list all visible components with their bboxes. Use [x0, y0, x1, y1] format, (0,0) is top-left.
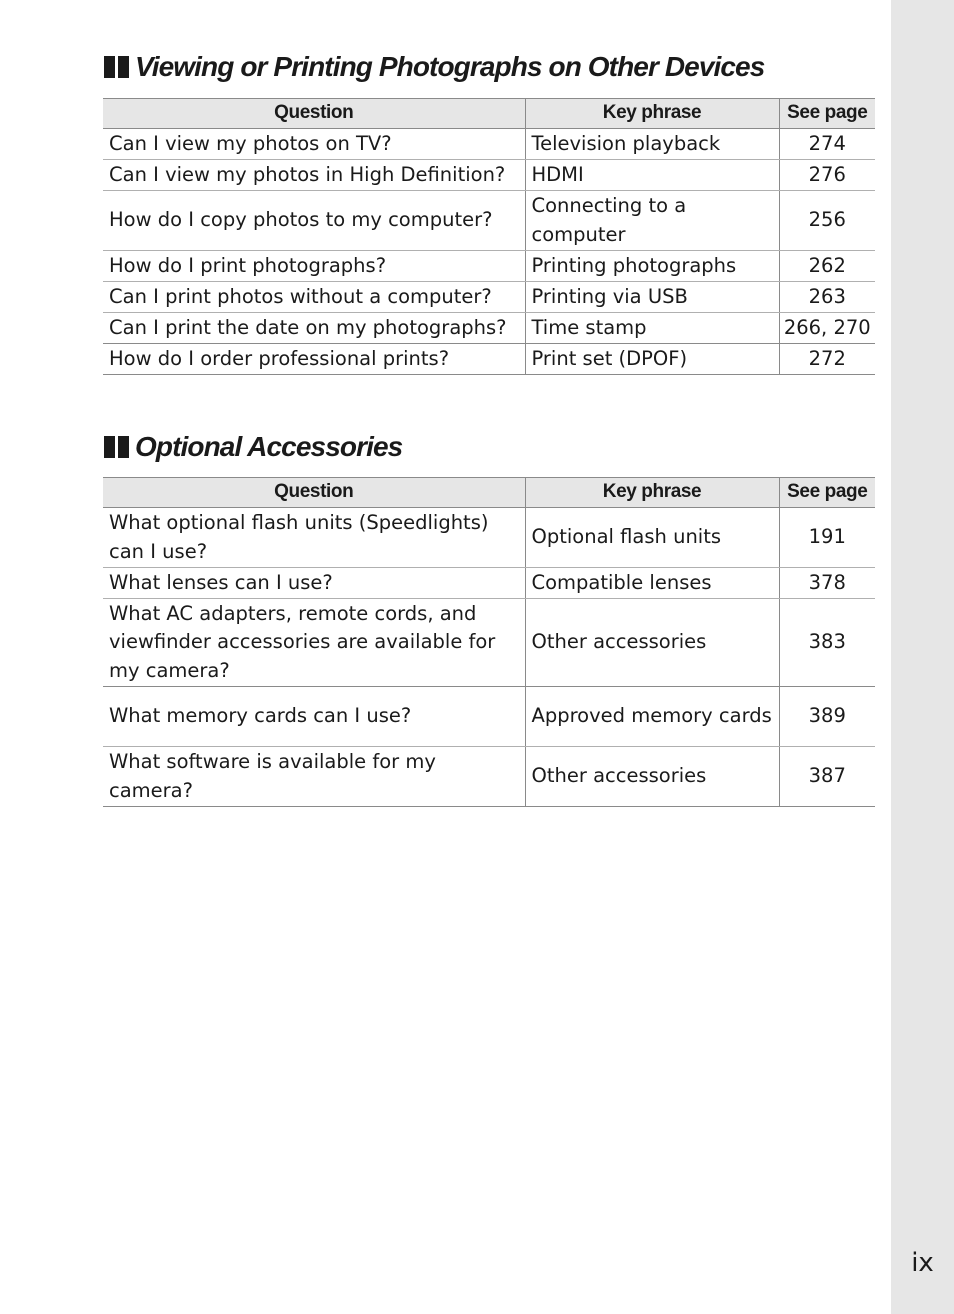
- table-row: [103, 568, 875, 599]
- key-phrase-cell: Other accessories: [525, 599, 779, 687]
- page-number: ix: [911, 1248, 934, 1278]
- table-row: [103, 344, 875, 375]
- section-title: Viewing or Printing Photographs on Other Devices: [135, 51, 765, 82]
- question-cell: What software is available for my camera?: [103, 747, 525, 807]
- section-marker-icon: [104, 436, 129, 458]
- column-header-question: Question: [103, 478, 525, 508]
- table-row: [103, 687, 875, 747]
- section-heading-accessories: [104, 427, 402, 467]
- key-phrase-cell: Approved memory cards: [525, 687, 779, 747]
- page-cell: 263: [779, 282, 875, 313]
- key-phrase-cell: Other accessories: [525, 747, 779, 807]
- question-cell: How do I order professional prints?: [103, 344, 525, 375]
- table-row: [103, 508, 875, 568]
- question-cell: Can I print photos without a computer?: [103, 282, 525, 313]
- column-header-see-page: See page: [779, 478, 875, 508]
- column-header-key-phrase: Key phrase: [525, 99, 779, 129]
- table-row: [103, 747, 875, 807]
- question-cell: How do I print photographs?: [103, 251, 525, 282]
- question-cell: Can I print the date on my photographs?: [103, 313, 525, 344]
- accessories-table: [103, 477, 875, 807]
- page-cell: 262: [779, 251, 875, 282]
- question-cell: What optional flash units (Speedlights) can I use?: [103, 508, 525, 568]
- table-row: [103, 160, 875, 191]
- question-cell: What AC adapters, remote cords, and viewfinder accessories are available for my camera?: [103, 599, 525, 687]
- section-heading-viewing: [104, 47, 764, 87]
- viewing-table: [103, 98, 875, 375]
- question-cell: What lenses can I use?: [103, 568, 525, 599]
- page-cell: 378: [779, 568, 875, 599]
- header-row: [103, 99, 875, 129]
- table-row: [103, 313, 875, 344]
- side-tab-strip: [891, 0, 954, 1314]
- table-row: [103, 599, 875, 687]
- question-cell: Can I view my photos in High Definition?: [103, 160, 525, 191]
- key-phrase-cell: Time stamp: [525, 313, 779, 344]
- page-cell: 383: [779, 599, 875, 687]
- page-cell: 276: [779, 160, 875, 191]
- page-cell: 191: [779, 508, 875, 568]
- page-cell: 272: [779, 344, 875, 375]
- page-cell: 274: [779, 129, 875, 160]
- key-phrase-cell: Compatible lenses: [525, 568, 779, 599]
- section-title: Optional Accessories: [135, 431, 403, 462]
- key-phrase-cell: Optional flash units: [525, 508, 779, 568]
- question-cell: How do I copy photos to my computer?: [103, 191, 525, 251]
- page-cell: 387: [779, 747, 875, 807]
- key-phrase-cell: Television playback: [525, 129, 779, 160]
- section-marker-icon: [104, 56, 129, 78]
- key-phrase-cell: Print set (DPOF): [525, 344, 779, 375]
- header-row: [103, 478, 875, 508]
- table-row: [103, 282, 875, 313]
- table-row: [103, 129, 875, 160]
- table-row: [103, 251, 875, 282]
- column-header-see-page: See page: [779, 99, 875, 129]
- page-cell: 256: [779, 191, 875, 251]
- table-row: [103, 191, 875, 251]
- key-phrase-cell: Printing photographs: [525, 251, 779, 282]
- key-phrase-cell: HDMI: [525, 160, 779, 191]
- question-cell: What memory cards can I use?: [103, 687, 525, 747]
- column-header-key-phrase: Key phrase: [525, 478, 779, 508]
- page-cell: 266, 270: [779, 313, 875, 344]
- key-phrase-cell: Printing via USB: [525, 282, 779, 313]
- page-cell: 389: [779, 687, 875, 747]
- key-phrase-cell: Connecting to a computer: [525, 191, 779, 251]
- question-cell: Can I view my photos on TV?: [103, 129, 525, 160]
- column-header-question: Question: [103, 99, 525, 129]
